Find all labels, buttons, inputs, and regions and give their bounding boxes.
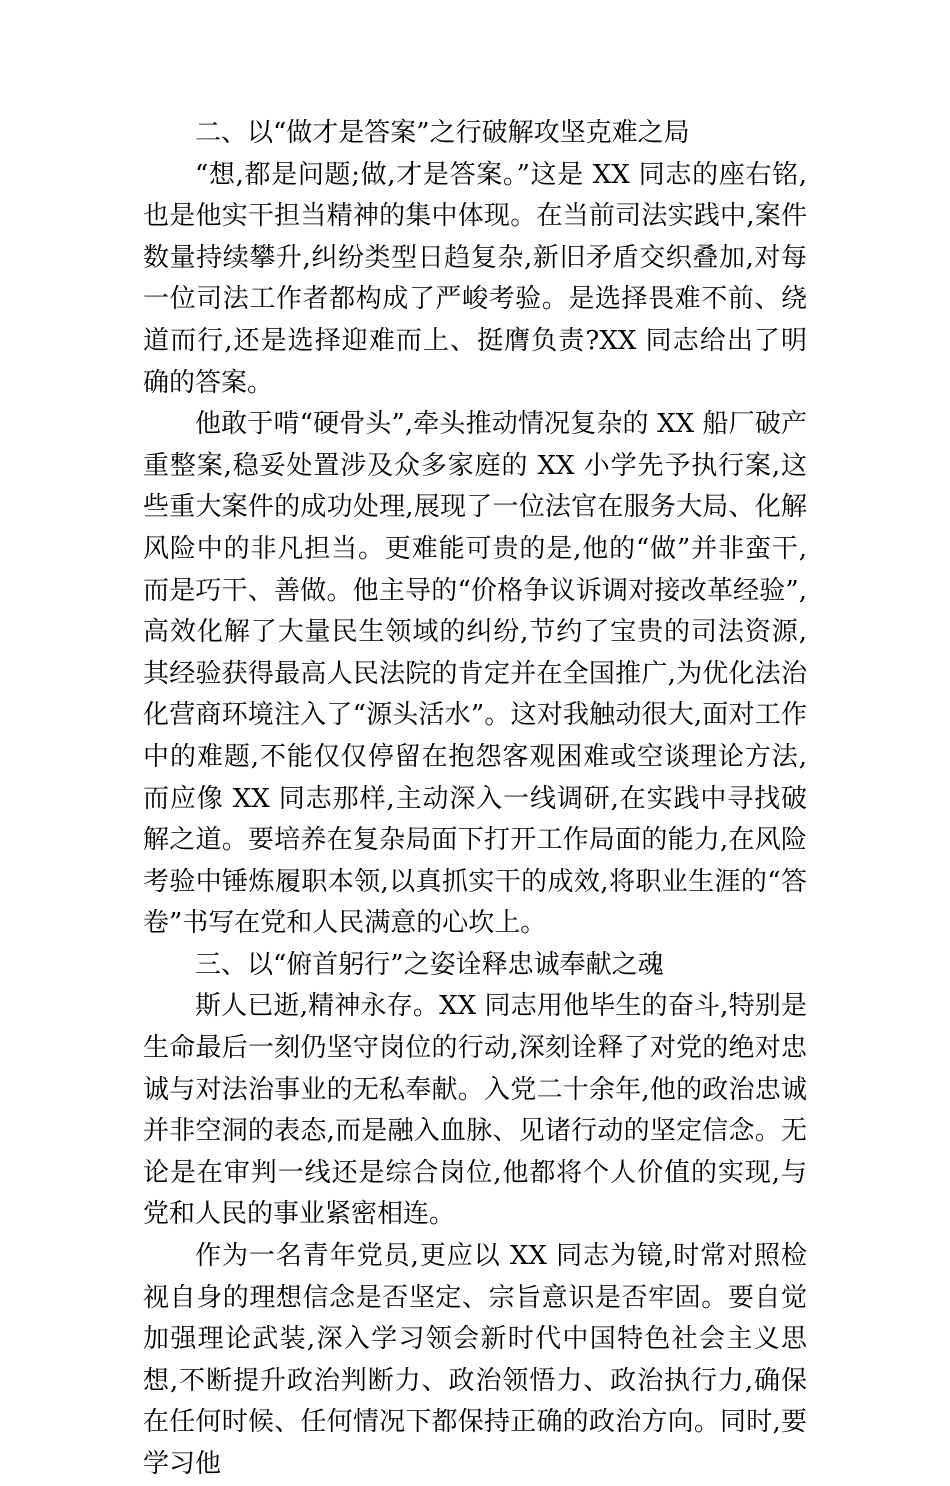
body-paragraph: 他敢于啃“硬骨头”,牵头推动情况复杂的 XX 船厂破产重整案,稳妥处置涉及众多家庭的 XX 小学先予执行案,这些重大案件的成功处理,展现了一位法官在服务大局、化解风险中的非凡担当。更难能可贵的是,他的“做”并非蛮干,而是巧干、善做。他主导的“价格争议诉调对接改革经验”,高效化解了大量民生领域的纠纷,节约了宝贵的司法资源,其经验获得最高人民法院的肯定并在全国推广,为优化法治化营商环境注入了“源头活水”。这对我触动很大,面对工作中的难题,不能仅仅停留在抱怨客观困难或空谈理论方法,而应像 XX 同志那样,主动深入一线调研,在实践中寻找破解之道。要培养在复杂局面下打开工作局面的能力,在风险考验中锤炼履职本领,以真抓实干的成效,将职业生涯的“答卷”书写在党和人民满意的心坎上。 bbox=[143, 409, 807, 939]
body-paragraph: 作为一名青年党员,更应以 XX 同志为镜,时常对照检视自身的理想信念是否坚定、宗旨意识是否牢固。要自觉加强理论武装,深入学习领会新时代中国特色社会主义思想,不断提升政治判断力、政治领悟力、政治执行力,确保在任何时候、任何情况下都保持正确的政治方向。同时,要学习他 bbox=[143, 1241, 807, 1479]
body-paragraph: 斯人已逝,精神永存。XX 同志用他毕生的奋斗,特别是生命最后一刻仍坚守岗位的行动,深刻诠释了对党的绝对忠诚与对法治事业的无私奉献。入党二十余年,他的政治忠诚并非空洞的表态,而是融入血脉、见诸行动的坚定信念。无论是在审判一线还是综合岗位,他都将个人价值的实现,与党和人民的事业紧密相连。 bbox=[143, 991, 807, 1230]
section-heading-3: 三、以“俯首躬行”之姿诠释忠诚奉献之魂 bbox=[195, 949, 664, 980]
document-body bbox=[143, 113, 807, 1486]
section-heading-2: 二、以“做才是答案”之行破解攻坚克难之局 bbox=[195, 118, 690, 148]
body-paragraph: “想,都是问题;做,才是答案。”这是 XX 同志的座右铭,也是他实干担当精神的集中体现。在当前司法实践中,案件数量持续攀升,纠纷类型日趋复杂,新旧矛盾交织叠加,对每一位司法工作者都构成了严峻考验。是选择畏难不前、绕道而行,还是选择迎难而上、挺膺负责?XX 同志给出了明确的答案。 bbox=[143, 159, 807, 398]
